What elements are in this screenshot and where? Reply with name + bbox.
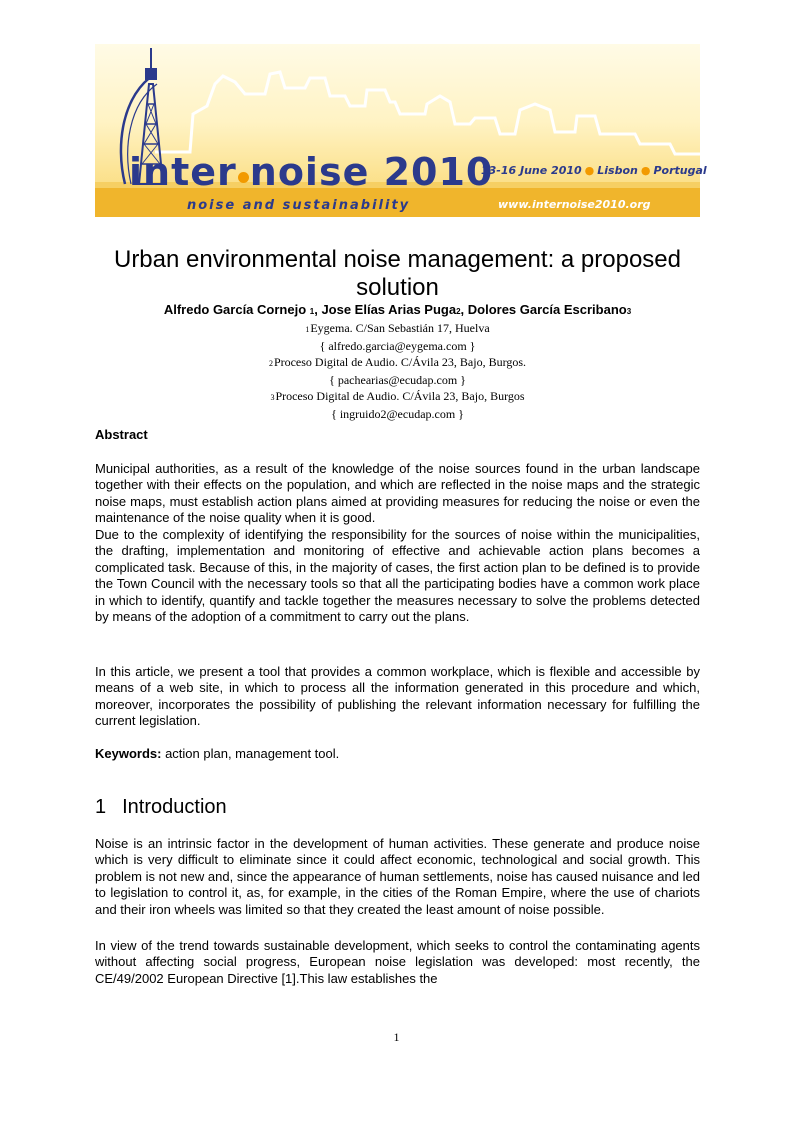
intro-paragraph-2: In view of the trend towards sustainable development, which seeks to control the contaminating agents without affecting social progress, European noise legislation was developed: most recently, the CE/49/2002 European Directive [1].This law establishes the	[95, 938, 700, 986]
affiliation-line	[95, 388, 700, 406]
event-date-location	[481, 164, 707, 177]
paper-title: Urban environmental noise management: a proposed solution	[113, 246, 681, 301]
event-country: Portugal	[653, 164, 707, 177]
section-number: 1	[95, 796, 107, 818]
affiliation-email: { pachearias@ecudap.com }	[329, 373, 466, 387]
separator-dot-icon: ●	[584, 164, 595, 177]
affiliation-line	[95, 354, 700, 372]
author-name: Alfredo García Cornejo	[163, 302, 310, 317]
abstract-paragraph-3: In this article, we present a tool that provides a common workplace, which is flexible and accessible by means of a web site, in which to process all the information generated in this procedure and which, moreover, incorporates the possibility of publishing the relevant information necessary for fulfilling the current legislation.	[95, 664, 700, 729]
affiliation-line	[95, 320, 700, 338]
keywords-text: action plan, management tool.	[161, 746, 340, 761]
event-dates: 13-16 June 2010	[481, 164, 582, 177]
author-name: Jose Elías Arias Puga	[321, 302, 457, 317]
affiliation-list	[95, 320, 700, 422]
author-index: 3	[626, 307, 632, 316]
intro-paragraph-1: Noise is an intrinsic factor in the development of human activities. These generate and produce noise which is very difficult to eliminate since it could affect economic, technological and social growth. This problem is not new and, since the appearance of human settlements, noise has caused nuisance and led to legislation to control it, as, for example, in the cities of the Roman Empire, where the use of chariots and their iron wheels was limited so that they created the least amount of noise possible.	[95, 836, 700, 917]
logo-dot-icon	[238, 172, 249, 183]
affiliation-index: 2	[268, 359, 273, 368]
separator-dot-icon: ●	[640, 164, 651, 177]
section-title: Introduction	[122, 796, 227, 818]
logo-text-noise: noise 2010	[249, 150, 494, 194]
author-list	[95, 302, 700, 320]
author-separator: ,	[314, 302, 322, 317]
conference-banner	[95, 44, 707, 217]
affiliation-address: Proceso Digital de Audio. C/Ávila 23, Bajo, Burgos.	[273, 355, 527, 369]
page-number: 1	[393, 1030, 400, 1044]
affiliation-email: { ingruido2@ecudap.com }	[331, 407, 464, 421]
conference-website: www.internoise2010.org	[498, 198, 651, 211]
affiliation-index: 3	[270, 393, 275, 402]
abstract-paragraph-1: Municipal authorities, as a result of the knowledge of the noise sources found in the urban landscape together with their effects on the population, and which are reflected in the noise maps and the strategic noise maps, must establish action plans aimed at providing measures for reducing the noise or even the maintenance of the noise quality when it is good.	[95, 461, 700, 526]
author-name: Dolores García Escribano	[467, 302, 627, 317]
keywords-label: Keywords:	[95, 746, 162, 761]
abstract-heading: Abstract	[95, 427, 148, 442]
conference-tagline: noise and sustainability	[187, 198, 411, 213]
affiliation-address: Proceso Digital de Audio. C/Ávila 23, Bajo, Burgos	[275, 389, 525, 403]
event-city: Lisbon	[597, 164, 638, 177]
affiliation-email: { alfredo.garcia@eygema.com }	[319, 339, 476, 353]
author-index: 2	[456, 307, 461, 316]
conference-logo	[129, 150, 493, 194]
affiliation-index: 1	[305, 325, 310, 334]
author-index: 1	[309, 307, 315, 316]
section-heading-introduction	[95, 796, 227, 819]
affiliation-address: Eygema. C/San Sebastián 17, Huelva	[310, 321, 490, 335]
author-separator: ,	[460, 302, 468, 317]
abstract-paragraph-2: Due to the complexity of identifying the responsibility for the sources of noise within the municipalities, the drafting, implementation and monitoring of effective and achievable action plans becomes a complicated task. Because of this, in the majority of cases, the first action plan to be defined is to provide the Town Council with the necessary tools so that all the participating bodies have a common work place in which to identify, quantify and tackle together the measures necessary to solve the problems detected by means of the adoption of a commitment to carry out the plans.	[95, 527, 700, 625]
keywords-line	[95, 746, 339, 761]
logo-text-inter: inter	[129, 150, 237, 194]
